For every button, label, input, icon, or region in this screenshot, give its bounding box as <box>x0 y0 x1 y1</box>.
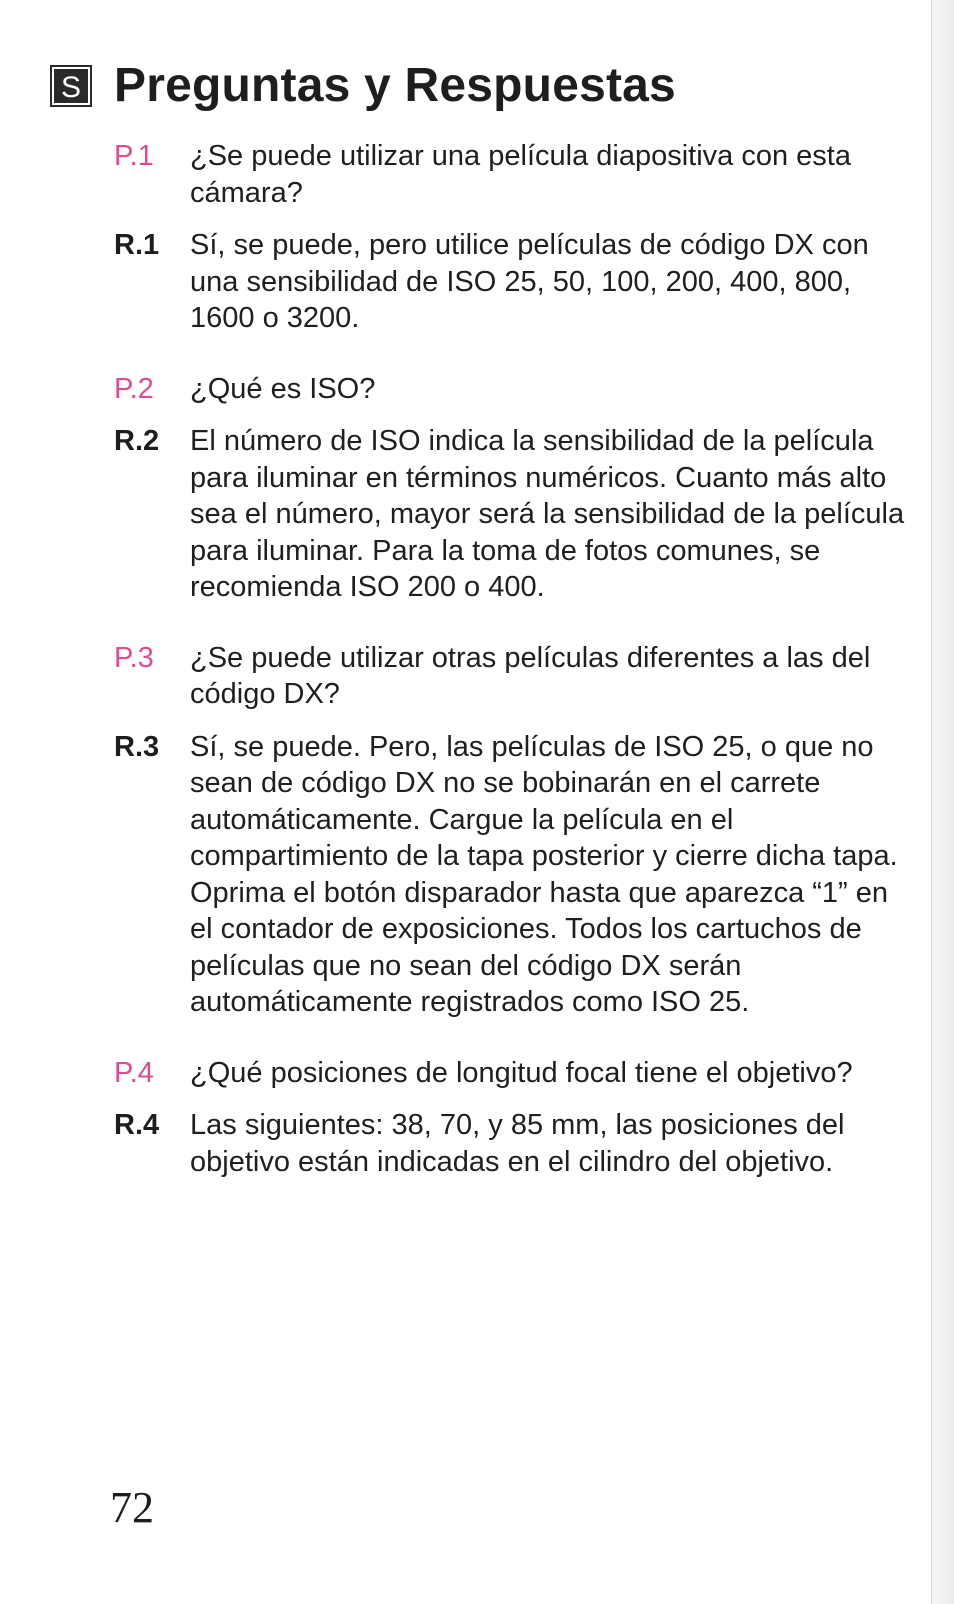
question-1 <box>114 138 914 211</box>
question-text: ¿Se puede utilizar una película diapositiva con esta cámara? <box>190 140 851 209</box>
question-3 <box>114 640 914 713</box>
answer-label: R.3 <box>114 730 160 763</box>
language-badge: S <box>50 65 92 107</box>
answer-1 <box>114 227 914 337</box>
answer-2 <box>114 423 914 606</box>
answer-3 <box>114 729 914 1021</box>
question-text: ¿Se puede utilizar otras películas diferentes a las del código DX? <box>190 641 871 710</box>
question-2 <box>114 371 914 408</box>
answer-text: Sí, se puede. Pero, las películas de ISO 25, o que no sean de código DX no se bobinarán en el carrete automáticamente. Cargue la película en el compartimiento de la tapa posterior y cierre dicha tapa. Oprima el botón disparador hasta que aparezca “1” en el contador de exposiciones. Todos los cartuchos de películas que no sean del código DX serán automáticamente registrados como ISO 25. <box>190 730 898 1018</box>
page-edge <box>931 0 954 1604</box>
question-label: P.4 <box>114 1056 154 1089</box>
answer-text: Las siguientes: 38, 70, y 85 mm, las posiciones del objetivo están indicadas en el cilindro del objetivo. <box>190 1109 845 1178</box>
qa-list <box>114 138 914 1180</box>
answer-label: R.4 <box>114 1109 160 1141</box>
question-4 <box>114 1055 914 1092</box>
question-label: P.1 <box>114 140 154 172</box>
answer-label: R.1 <box>114 229 160 261</box>
question-text: ¿Qué posiciones de longitud focal tiene el objetivo? <box>190 1056 853 1089</box>
page-title: Preguntas y Respuestas <box>114 59 676 112</box>
page-number: 72 <box>110 1483 154 1532</box>
answer-text: Sí, se puede, pero utilice películas de código DX con una sensibilidad de ISO 25, 50, 100, 200, 400, 800, 1600 o 3200. <box>190 229 869 334</box>
answer-label: R.2 <box>114 425 160 457</box>
answer-text: El número de ISO indica la sensibilidad de la película para iluminar en términos numéricos. Cuanto más alto sea el número, mayor será la sensibilidad de la película para iluminar. Para la toma de fotos comunes, se recomienda ISO 200 o 400. <box>190 425 905 603</box>
page-header <box>50 58 676 113</box>
question-label: P.2 <box>114 372 154 405</box>
question-text: ¿Qué es ISO? <box>190 372 376 405</box>
question-label: P.3 <box>114 641 154 674</box>
answer-4 <box>114 1107 914 1180</box>
